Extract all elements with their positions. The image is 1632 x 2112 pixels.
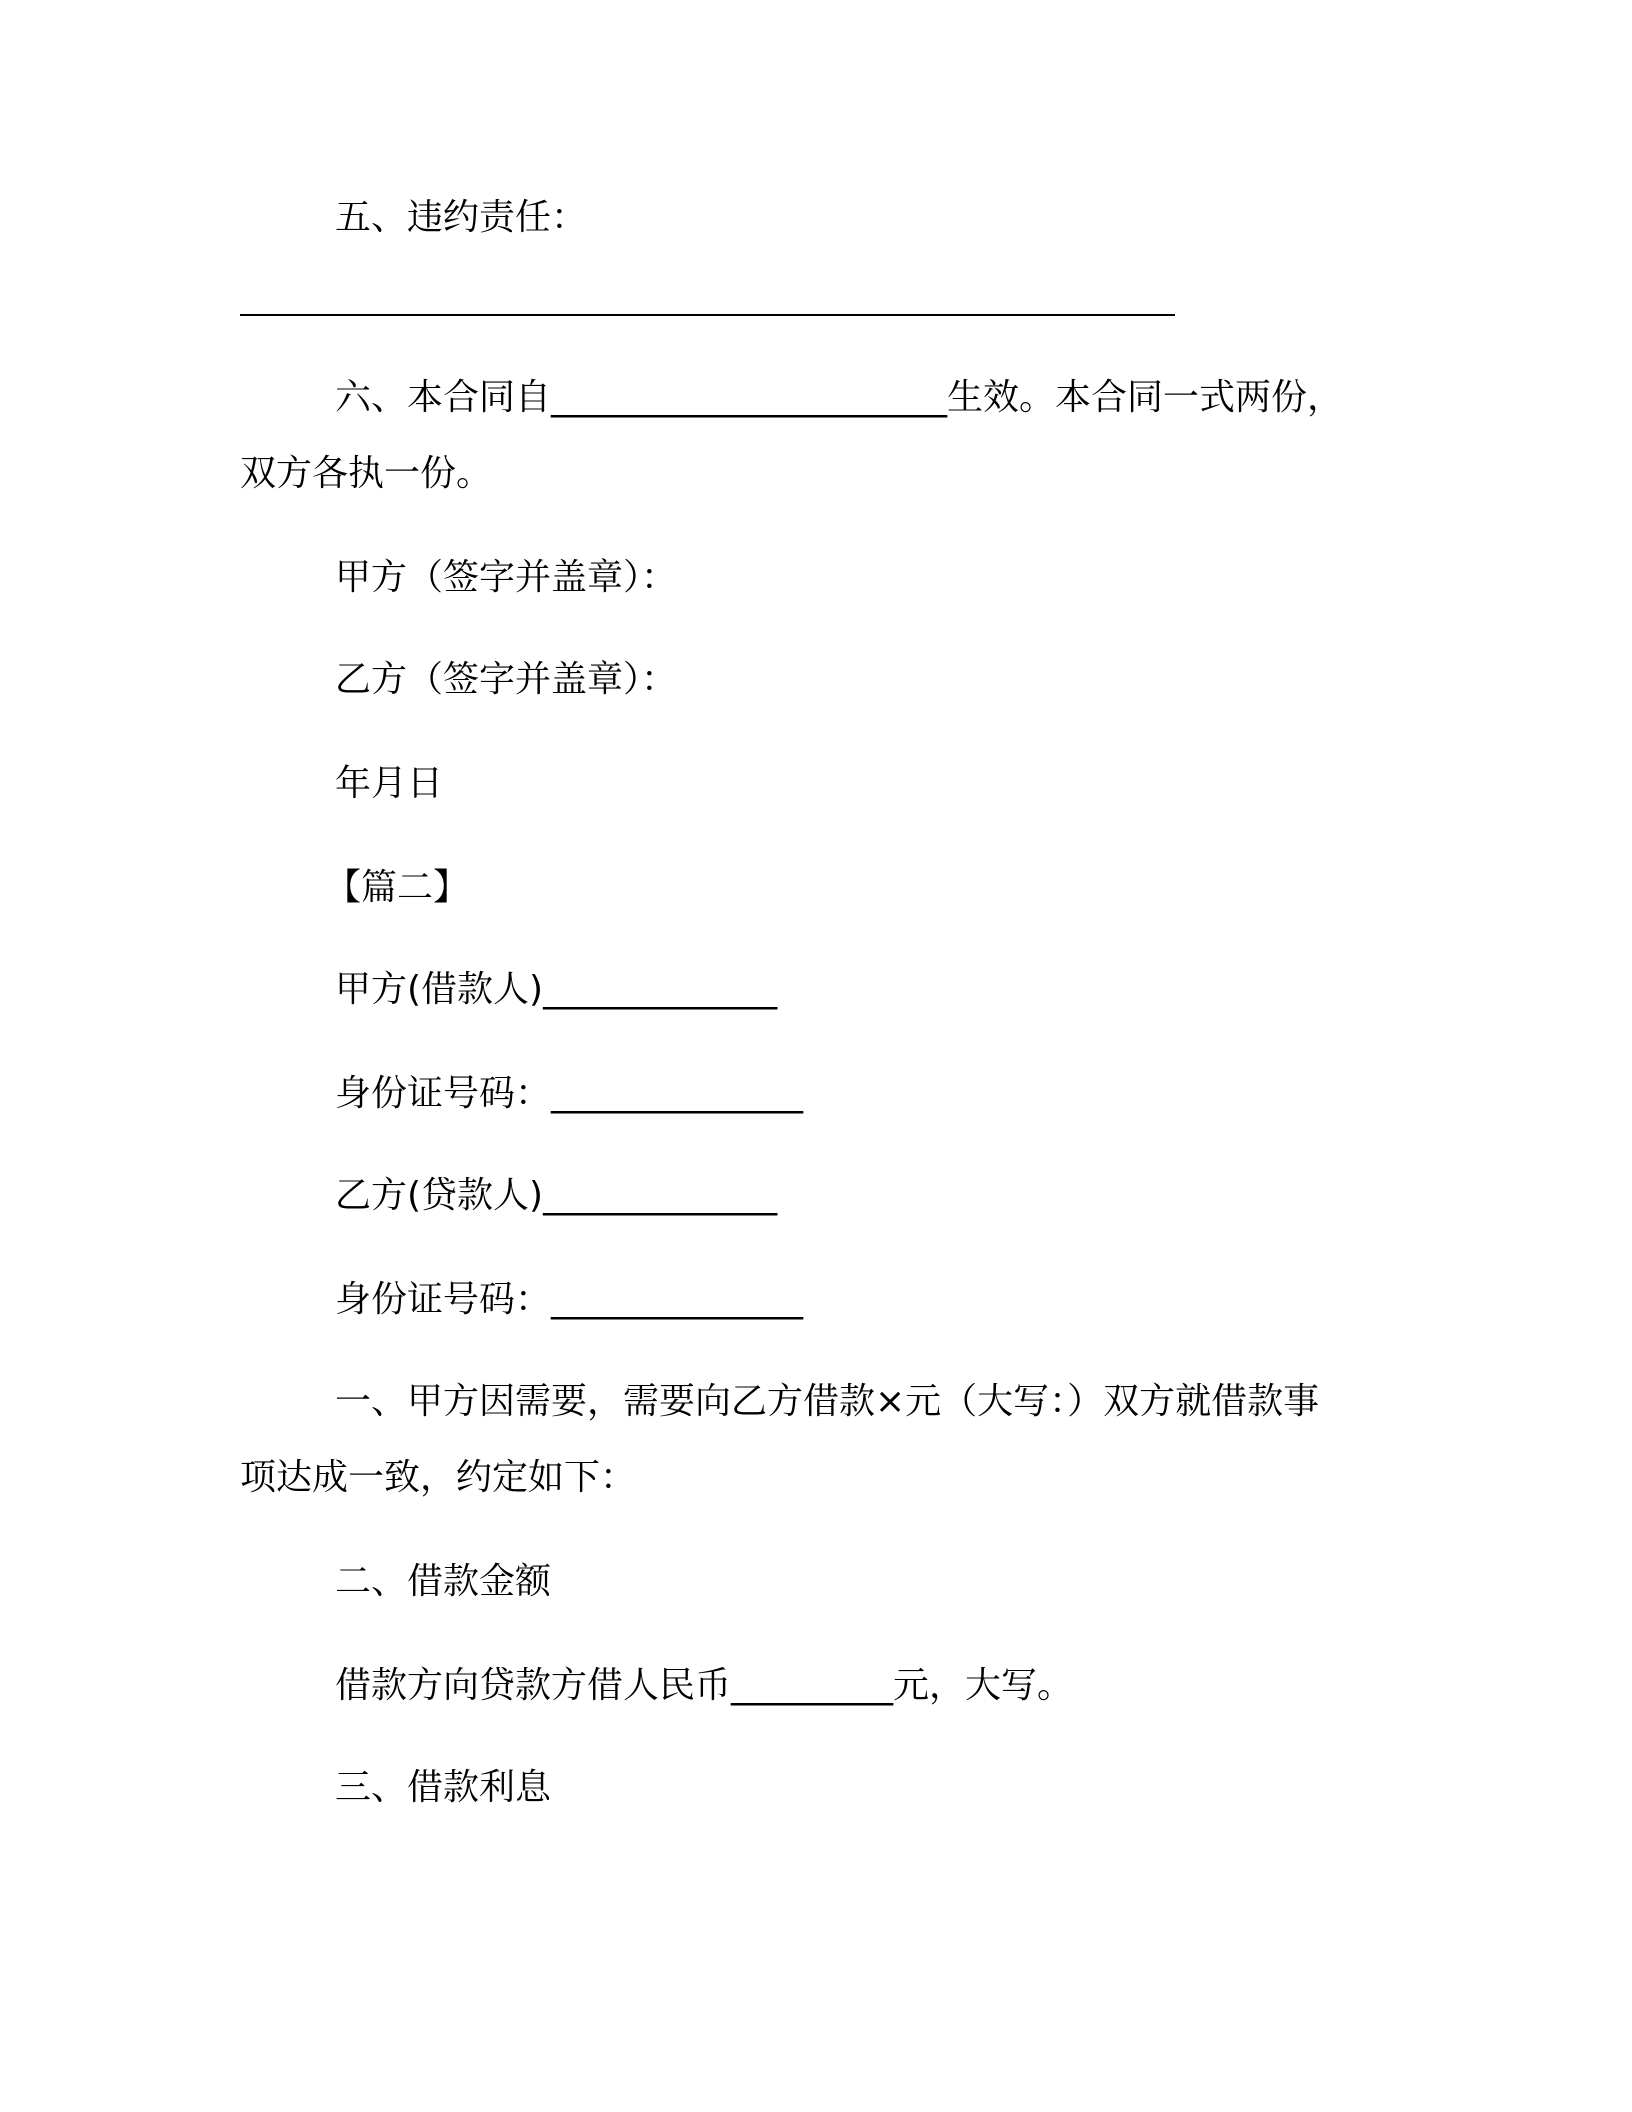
party-b-signature-line: 乙方（签字并盖章）： [335,659,678,700]
clause-3-title: 三、借款利息 [335,1767,552,1808]
party-a-borrower-line: 甲方(借款人)_____________ [335,969,778,1010]
clause-2-body: 借款方向贷款方借人民币_________元，大写。 [335,1665,1074,1706]
id-number-b-line: 身份证号码：______________ [335,1279,804,1320]
clause-1-line-2: 项达成一致，约定如下： [240,1457,637,1498]
section-6-line-1: 六、本合同自______________________生效。本合同一式两份， [335,377,1344,418]
date-line: 年月日 [335,763,444,804]
id-number-a-line: 身份证号码：______________ [335,1073,804,1114]
section-6-line-2: 双方各执一份。 [240,453,493,494]
section-5-blank-rule [240,314,1175,316]
clause-2-title: 二、借款金额 [335,1561,552,1602]
clause-1-line-1: 一、甲方因需要，需要向乙方借款×元（大写：）双方就借款事 [335,1381,1320,1422]
party-a-signature-line: 甲方（签字并盖章）： [335,557,678,598]
part-two-heading: 【篇二】 [325,867,470,908]
party-b-lender-line: 乙方(贷款人)_____________ [335,1175,778,1216]
section-5-title: 五、违约责任： [335,197,588,238]
